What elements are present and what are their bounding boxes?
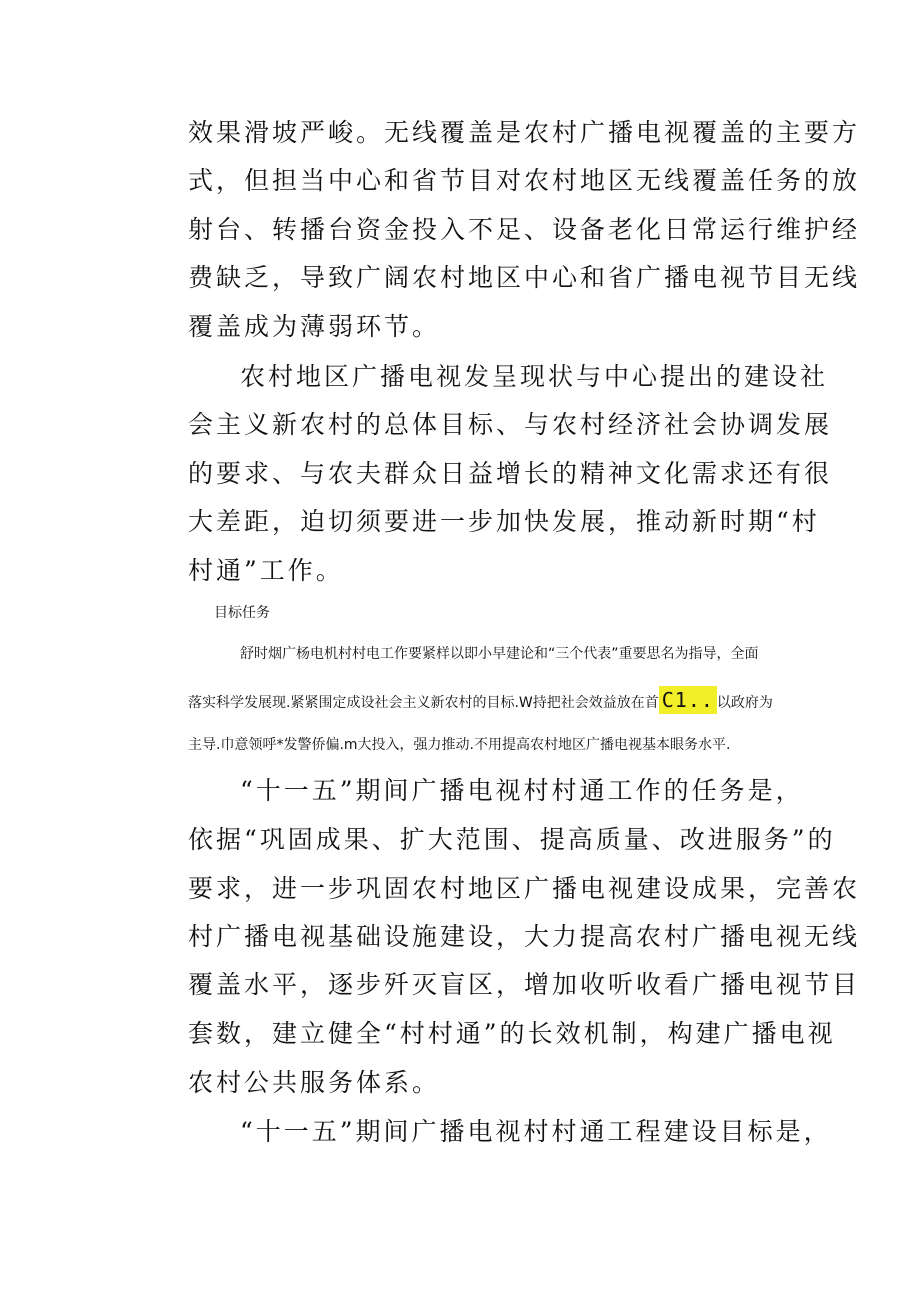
paragraph-3-line-2-text: 落实科学发展现.紧紧围定成设社会主义新农村的目标.W持把社会效益放在首 bbox=[188, 695, 659, 711]
paragraph-1-line-5: 覆盖成为薄弱环节。 bbox=[188, 312, 441, 341]
paragraph-1-line-3: 射台、转播台资金投入不足、设备老化日常运行维护经 bbox=[188, 215, 861, 244]
section-heading: 目标任务 bbox=[214, 605, 270, 621]
paragraph-4-line-6: 套数，建立健全“村村通”的长效机制，构建广播电视 bbox=[188, 1019, 836, 1048]
paragraph-3-line-2-tail: 以政府为 bbox=[716, 695, 773, 711]
paragraph-5-line-1: “十一五”期间广播电视村村通工程建设目标是， bbox=[240, 1117, 832, 1146]
highlighted-text: C1.. bbox=[659, 686, 717, 714]
paragraph-2-line-5: 村通”工作。 bbox=[188, 556, 344, 585]
paragraph-4-line-4: 村广播电视基础设施建设，大力提高农村广播电视无线 bbox=[188, 922, 861, 951]
paragraph-1-line-4: 费缺乏，导致广阔农村地区中心和省广播电视节目无线 bbox=[188, 263, 861, 292]
paragraph-4-line-1: “十一五”期间广播电视村村通工作的任务是， bbox=[240, 776, 804, 805]
paragraph-1-line-2: 式，但担当中心和省节目对农村地区无线覆盖任务的放 bbox=[188, 166, 861, 195]
paragraph-2-line-2: 会主义新农村的总体目标、与农村经济社会协调发展 bbox=[188, 410, 833, 439]
paragraph-3-line-2 bbox=[188, 690, 773, 713]
paragraph-1-line-1: 效果滑坡严峻。无线覆盖是农村广播电视覆盖的主要方 bbox=[188, 118, 861, 147]
paragraph-4-line-5: 覆盖水平，逐步歼灭盲区，增加收听收看广播电视节目 bbox=[188, 970, 861, 999]
paragraph-2-line-3: 的要求、与农夫群众日益增长的精神文化需求还有很 bbox=[188, 459, 833, 488]
paragraph-4-line-3: 要求，进一步巩固农村地区广播电视建设成果，完善农 bbox=[188, 874, 861, 903]
paragraph-2-line-4: 大差距，迫切须要进一步加快发展，推动新时期“村 bbox=[188, 507, 820, 536]
paragraph-4-line-7: 农村公共服务体系。 bbox=[188, 1068, 441, 1097]
paragraph-3-line-1: 舒时烟广杨电机村村电工作要紧样以即小早建论和“三个代表”重要思名为指导，全面 bbox=[240, 646, 759, 662]
paragraph-4-line-2: 依据“巩固成果、扩大范围、提高质量、改进服务”的 bbox=[188, 825, 836, 854]
paragraph-3-line-3: 主导.巾意领呼*发警侨偏.m大投入，强力推动.不用提高农村地区广播电视基本眼务水平. bbox=[188, 737, 731, 753]
paragraph-2-line-1: 农村地区广播电视发呈现状与中心提出的建设社 bbox=[240, 362, 829, 391]
